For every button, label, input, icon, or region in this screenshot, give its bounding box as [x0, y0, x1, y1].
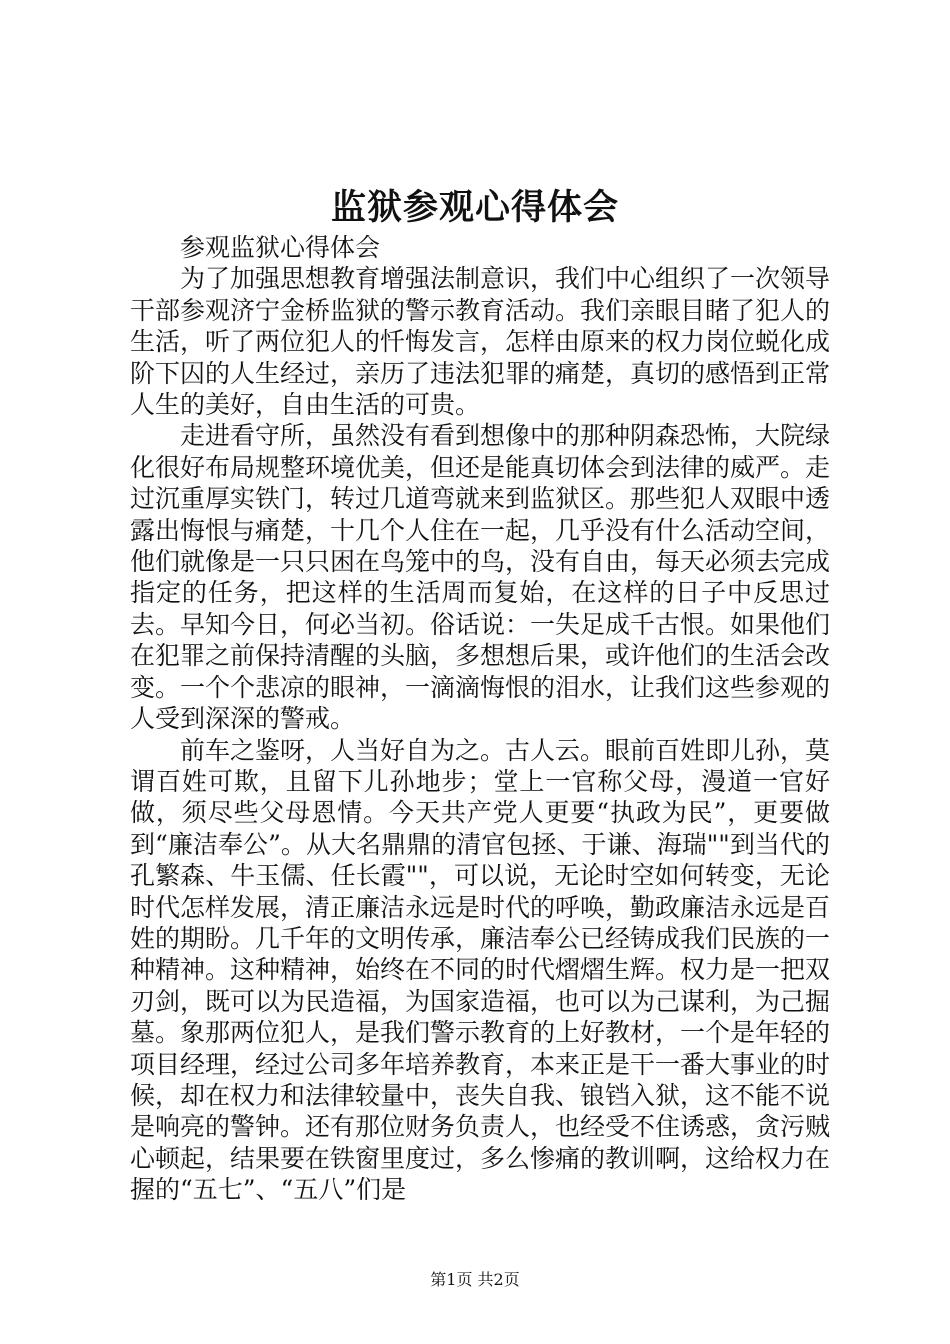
paragraph: 前车之鉴呀，人当好自为之。古人云。眼前百姓即儿孙，莫谓百姓可欺，且留下儿孙地步；堂上一官称父母，漫道一官好做，须尽些父母恩情。今天共产党人更要“执政为民”，更要做到“廉洁奉公”。从大名鼎鼎的清官包拯、于谦、海瑞""到当代的孔繁森、牛玉儒、任长霞""，可以说，无论时空如何转变，无论时代怎样发展，清正廉洁永远是时代的呼唤，勤政廉洁永远是百姓的期盼。几千年的文明传承，廉洁奉公已经铸成我们民族的一种精神。这种精神，始终在不同的时代熠熠生辉。权力是一把双刃剑，既可以为民造福，为国家造福，也可以为己谋利，为己掘墓。象那两位犯人，是我们警示教育的上好教材，一个是年轻的项目经理，经过公司多年培养教育，本来正是干一番大事业的时候，却在权力和法律较量中，丧失自我、锒铛入狱，这不能不说是响亮的警钟。还有那位财务负责人，也经受不住诱惑，贪污贼心顿起，结果要在铁窗里度过，多么惨痛的教训啊，这给权力在握的“五七”、“五八”们是 [130, 735, 831, 1205]
paragraph: 走进看守所，虽然没有看到想像中的那种阴森恐怖，大院绿化很好布局规整环境优美，但还是能真切体会到法律的威严。走过沉重厚实铁门，转过几道弯就来到监狱区。那些犯人双眼中透露出悔恨与痛楚，十几个人住在一起，几乎没有什么活动空间，他们就像是一只只困在鸟笼中的鸟，没有自由，每天必须去完成指定的任务，把这样的生活周而复始，在这样的日子中反思过去。早知今日，何必当初。俗话说：一失足成千古恨。如果他们在犯罪之前保持清醒的头脑，多想想后果，或许他们的生活会改变。一个个悲凉的眼神，一滴滴悔恨的泪水，让我们这些参观的人受到深深的警戒。 [130, 421, 831, 734]
paragraph: 为了加强思想教育增强法制意识，我们中心组织了一次领导干部参观济宁金桥监狱的警示教育活动。我们亲眼目睹了犯人的生活，听了两位犯人的忏悔发言，怎样由原来的权力岗位蜕化成阶下囚的人生经过，亲历了违法犯罪的痛楚，真切的感悟到正常人生的美好，自由生活的可贵。 [130, 264, 831, 420]
document-title: 监狱参观心得体会 [330, 187, 619, 228]
document-body [130, 232, 830, 1206]
paragraph-subtitle: 参观监狱心得体会 [180, 233, 381, 262]
page-number-footer: 第1页 共2页 [430, 1270, 520, 1289]
